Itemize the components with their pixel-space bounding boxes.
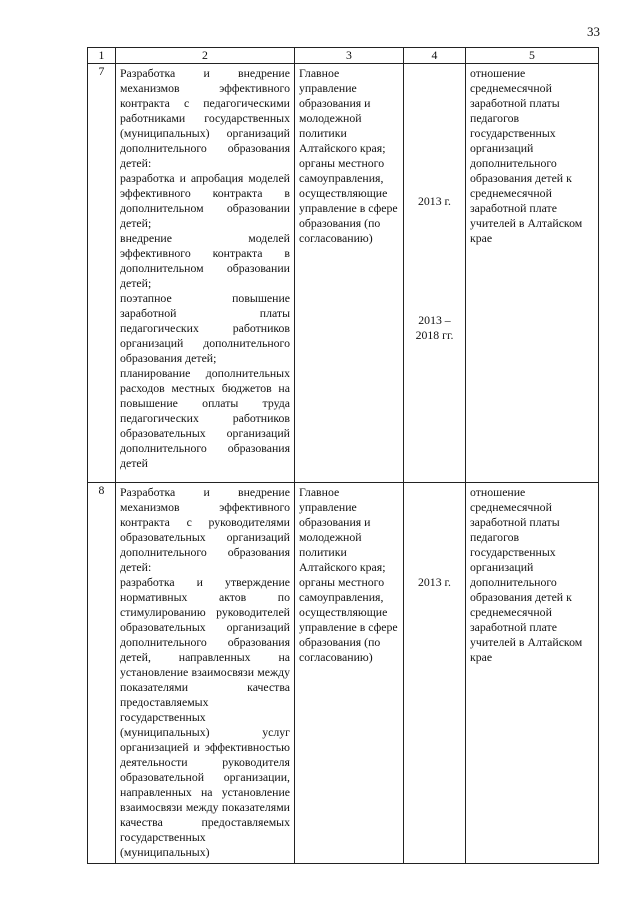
responsible-cell: [295, 64, 404, 483]
activity-cell: [116, 483, 295, 864]
activity-item: разработка и утверждение нормативных актов по стимулированию руководителей образовательных организаций дополнительного образования детей, направленных на установление взаимосвязи между показателями качества предоставляемых государственных (муниципальных) услуг организацией и эффективностью деятельности руководителя образовательной организации, направленных на установление взаимосвязи между показателями качества предоставляемых государственных (муниципальных): [120, 575, 290, 859]
period-text: 2013 – 2018 гг.: [415, 313, 454, 342]
period-cell: [404, 64, 466, 483]
period-text: 2013 г.: [418, 194, 451, 208]
indicator-cell: [466, 64, 599, 483]
period-cell: [404, 483, 466, 864]
table-header-row: [88, 48, 599, 64]
responsible-cell: [295, 483, 404, 864]
activity-item: планирование дополнительных расходов местных бюджетов на повышение оплаты труда педагогических работников образовательных организаций дополнительного образования детей: [120, 366, 290, 470]
indicator-text: отношение среднемесячной заработной платы педагогов государственных организаций дополнительного образования детей к среднемесячной заработной плате учителей в Алтайском крае: [470, 485, 583, 664]
row-number: 8: [88, 483, 116, 864]
table-row: [88, 64, 599, 483]
page-number: 33: [587, 24, 600, 39]
activity-item: Разработка и внедрение механизмов эффективного контракта с педагогическими работниками государственных (муниципальных) организаций дополнительного образования детей:: [120, 66, 290, 170]
header-col-2: 2: [116, 48, 295, 64]
activity-item: внедрение моделей эффективного контракта в дополнительном образовании детей;: [120, 231, 290, 290]
activity-item: поэтапное повышение заработной платы педагогических работников организаций дополнительного образования детей;: [120, 291, 290, 365]
header-col-1: 1: [88, 48, 116, 64]
activity-item: Разработка и внедрение механизмов эффективного контракта с руководителями образовательных организаций дополнительного образования детей:: [120, 485, 290, 574]
row-number: 7: [88, 64, 116, 483]
activity-item: разработка и апробация моделей эффективного контракта в дополнительном образовании детей;: [120, 171, 290, 230]
responsible-text: Главное управление образования и молодежной политики Алтайского края; органы местного самоуправления, осуществляющие управление в сфере образования (по согласованию): [299, 66, 398, 245]
period-text: 2013 г.: [418, 575, 451, 589]
responsible-text: Главное управление образования и молодежной политики Алтайского края; органы местного самоуправления, осуществляющие управление в сфере образования (по согласованию): [299, 485, 398, 664]
indicator-text: отношение среднемесячной заработной платы педагогов государственных организаций дополнительного образования детей к среднемесячной заработной плате учителей в Алтайском крае: [470, 66, 583, 245]
header-col-4: 4: [404, 48, 466, 64]
indicator-cell: [466, 483, 599, 864]
table-row: [88, 483, 599, 864]
measures-table: [87, 47, 599, 864]
header-col-5: 5: [466, 48, 599, 64]
activity-cell: [116, 64, 295, 483]
header-col-3: 3: [295, 48, 404, 64]
